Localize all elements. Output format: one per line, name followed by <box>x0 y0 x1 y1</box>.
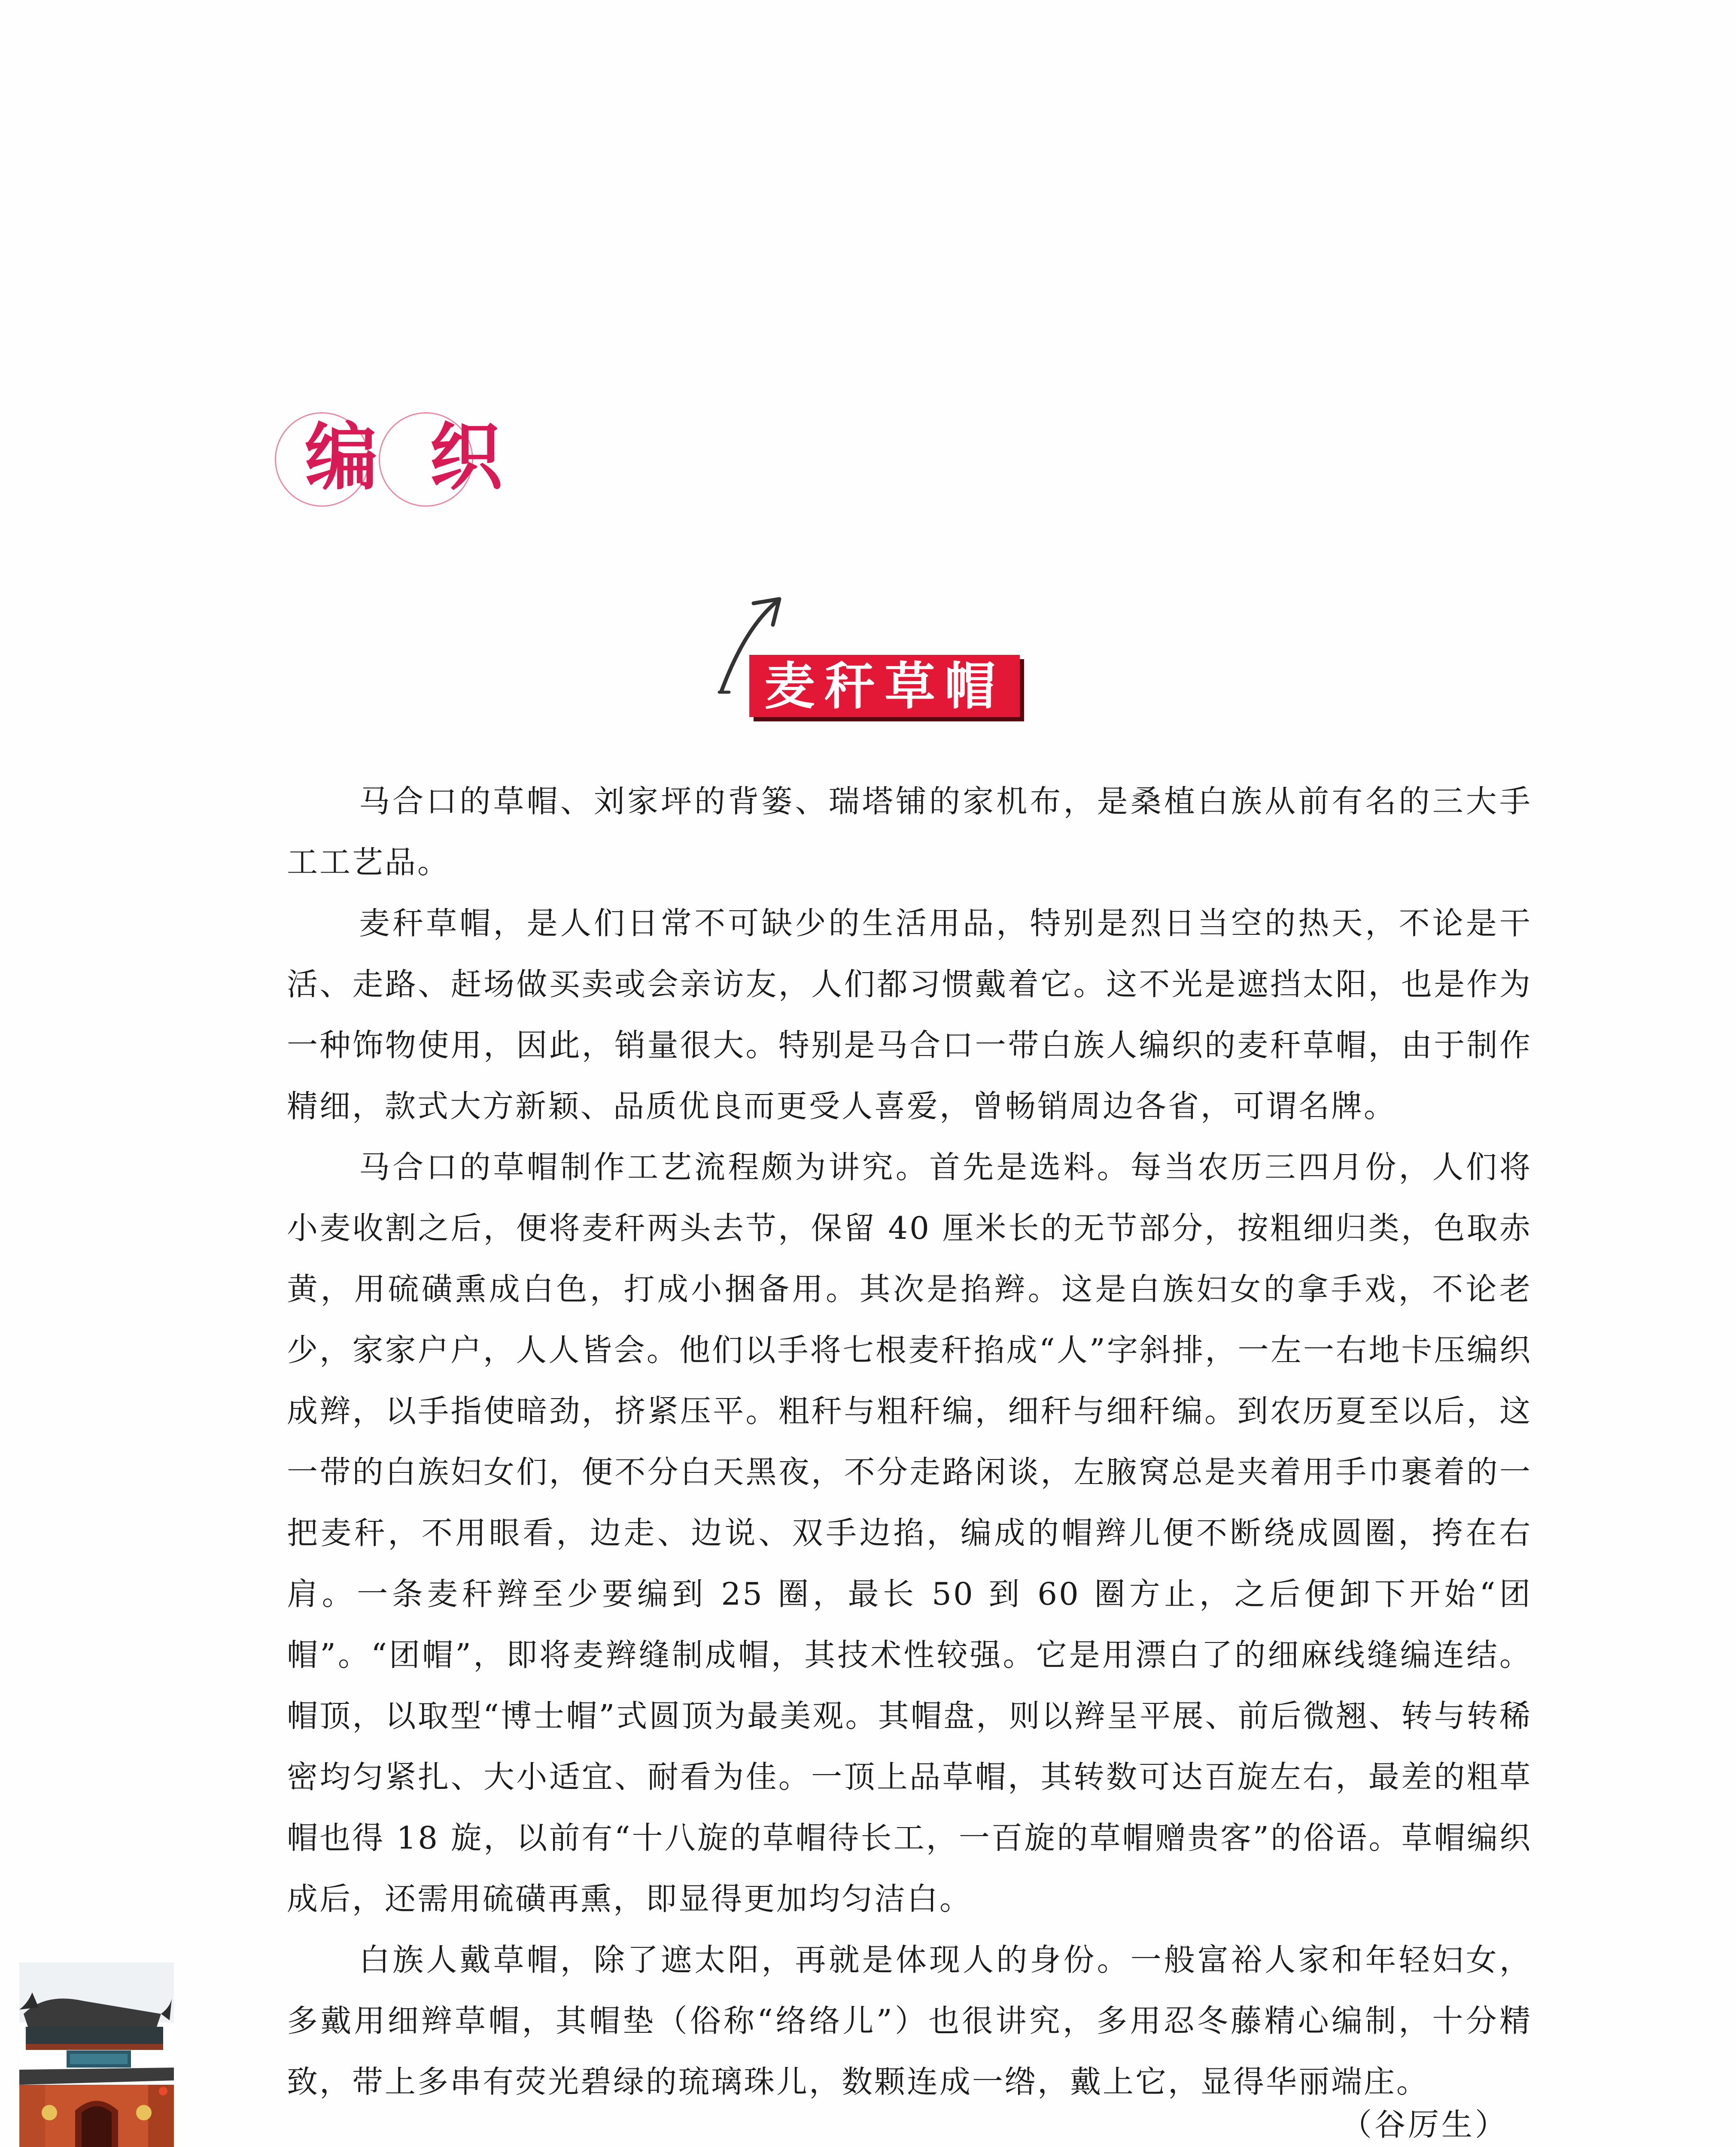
paragraph: 马合口的草帽、刘家坪的背篓、瑞塔铺的家机布，是桑植白族从前有名的三大手工工艺品。 <box>287 783 1532 880</box>
article-title: 麦秆草帽 <box>764 656 1005 716</box>
section-heading-text: 编织 <box>305 414 554 500</box>
article-title-block <box>708 593 1073 721</box>
article-body <box>287 771 1532 2112</box>
temple-illustration <box>19 1962 174 2147</box>
article-title-banner <box>749 655 1020 717</box>
section-heading <box>279 395 554 524</box>
author-credit: （谷厉生） <box>1341 2107 1508 2143</box>
book-corner <box>19 1962 174 2147</box>
paragraph: 麦秆草帽，是人们日常不可缺少的生活用品，特别是烈日当空的热天，不论是干活、走路、赶场做买卖或会亲访友，人们都习惯戴着它。这不光是遮挡太阳，也是作为一种饰物使用，因此，销量很大。特别是马合口一带白族人编织的麦秆草帽，由于制作精细，款式大方新颖、品质优良而更受人喜爱，曾畅销周边各省，可谓名牌。 <box>287 905 1532 1124</box>
paragraph: 白族人戴草帽，除了遮太阳，再就是体现人的身份。一般富裕人家和年轻妇女，多戴用细辫草帽，其帽垫（俗称“络络儿”）也很讲究，多用忍冬藤精心编制，十分精致，带上多串有荧光碧绿的琉璃珠儿，数颗连成一绺，戴上它，显得华丽端庄。 <box>287 1942 1532 2100</box>
paragraph: 马合口的草帽制作工艺流程颇为讲究。首先是选料。每当农历三四月份，人们将小麦收割之后，便将麦秆两头去节，保留 40 厘米长的无节部分，按粗细归类，色取赤黄，用硫磺熏成白色，打成小捆备用。其次是掐辫。这是白族妇女的拿手戏，不论老少，家家户户，人人皆会。他们以手将七根麦秆掐成“人”字斜排，一左一右地卡压编织成辫，以手指使暗劲，挤紧压平。粗秆与粗秆编，细秆与细秆编。到农历夏至以后，这一带的白族妇女们，便不分白天黑夜，不分走路闲谈，左腋窝总是夹着用手巾裹着的一把麦秆，不用眼看，边走、边说、双手边掐，编成的帽辫儿便不断绕成圆圈，挎在右肩。一条麦秆辫至少要编到 25 圈，最长 50 到 60 圈方止，之后便卸下开始“团帽”。“团帽”，即将麦辫缝制成帽，其技术性较强。它是用漂白了的细麻线缝编连结。帽顶，以取型“博士帽”式圆顶为最美观。其帽盘，则以辫呈平展、前后微翘、转与转稀密均匀紧扎、大小适宜、耐看为佳。一顶上品草帽，其转数可达百旋左右，最差的粗草帽也得 18 旋，以前有“十八旋的草帽待长工，一百旋的草帽赠贵客”的俗语。草帽编织成后，还需用硫磺再熏，即显得更加均匀洁白。 <box>287 1149 1532 1917</box>
temple-photo <box>19 1962 174 2147</box>
